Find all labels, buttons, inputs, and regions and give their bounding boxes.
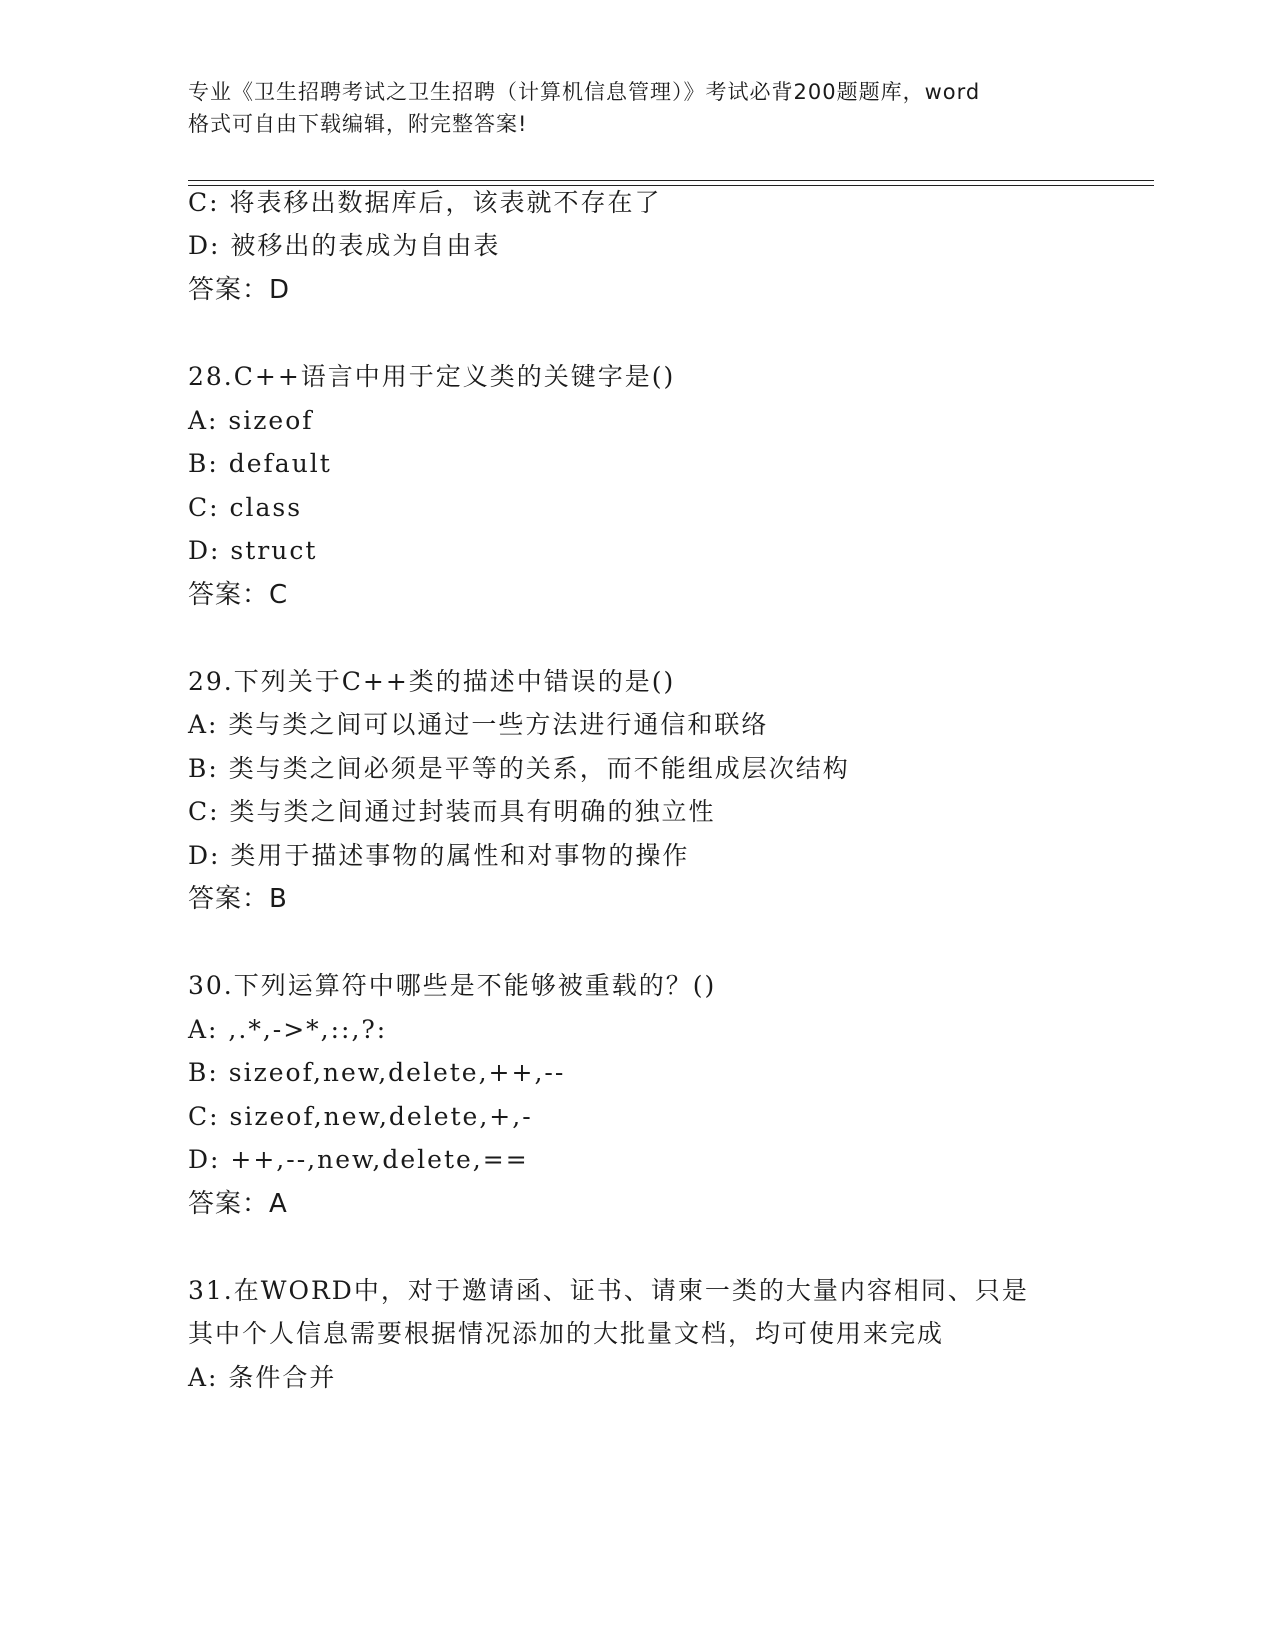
question-30-option-b: B: sizeof,new,delete,++,-- xyxy=(188,1058,566,1087)
question-29-stem: 29.下列关于C++类的描述中错误的是() xyxy=(188,667,676,696)
question-31-stem-line-1: 31.在WORD中，对于邀请函、证书、请柬一类的大量内容相同、只是 xyxy=(188,1276,1029,1305)
question-31-stem-line-2: 其中个人信息需要根据情况添加的大批量文档，均可使用来完成 xyxy=(188,1319,945,1348)
header-divider-top xyxy=(188,180,1154,181)
question-28-answer: 答案：C xyxy=(188,580,289,610)
question-31-option-a: A: 条件合并 xyxy=(188,1363,337,1392)
question-29-option-a: A: 类与类之间可以通过一些方法进行通信和联络 xyxy=(188,710,769,739)
question-30-option-a: A: ,.*,->*,::,?: xyxy=(188,1015,388,1044)
header-title-line-2: 格式可自由下载编辑，附完整答案! xyxy=(188,112,528,136)
question-29-answer: 答案：B xyxy=(188,884,288,914)
header-divider-bottom xyxy=(188,185,1154,186)
prev-option-c: C: 将表移出数据库后，该表就不存在了 xyxy=(188,188,662,217)
prev-answer: 答案：D xyxy=(188,275,291,305)
question-28-option-d: D: struct xyxy=(188,536,318,565)
question-29-option-b: B: 类与类之间必须是平等的关系，而不能组成层次结构 xyxy=(188,754,850,783)
prev-option-d: D: 被移出的表成为自由表 xyxy=(188,231,501,260)
question-28-option-a: A: sizeof xyxy=(188,406,314,435)
question-30-option-d: D: ++,--,new,delete,== xyxy=(188,1145,529,1174)
question-29-option-c: C: 类与类之间通过封装而具有明确的独立性 xyxy=(188,797,716,826)
question-29-option-d: D: 类用于描述事物的属性和对事物的操作 xyxy=(188,841,690,870)
document-header xyxy=(188,76,1088,140)
question-28-stem: 28.C++语言中用于定义类的关键字是() xyxy=(188,362,676,391)
question-30-answer: 答案：A xyxy=(188,1189,288,1219)
question-30-stem: 30.下列运算符中哪些是不能够被重载的？() xyxy=(188,971,717,1000)
question-28-option-c: C: class xyxy=(188,493,303,522)
question-28-option-b: B: default xyxy=(188,449,332,478)
header-title-line-1: 专业《卫生招聘考试之卫生招聘（计算机信息管理）》考试必背200题题库，word xyxy=(188,80,981,104)
question-30-option-c: C: sizeof,new,delete,+,- xyxy=(188,1102,533,1131)
